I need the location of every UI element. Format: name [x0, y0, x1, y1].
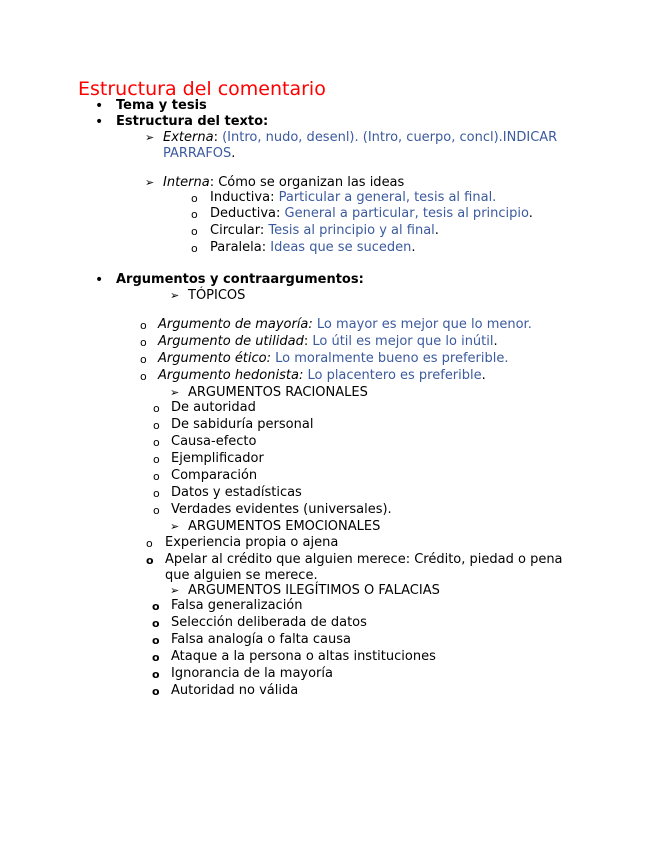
externa-label: Externa [163, 130, 214, 145]
interna-label: Interna [163, 175, 210, 190]
circle-bullet-icon: o [146, 537, 153, 550]
emocional-item: Apelar al crédito que alguien merece: Crédito, piedad o pena [165, 552, 563, 567]
arrow-bullet-icon: ➢ [170, 386, 180, 399]
circle-bullet-icon: o [153, 470, 160, 483]
externa-line [163, 130, 557, 146]
circle-bullet-icon: o [191, 225, 198, 238]
circle-bullet-icon: o [140, 353, 147, 366]
circle-bullet-icon: o [153, 419, 160, 432]
arrow-bullet-icon: ➢ [145, 176, 155, 189]
topico-item: Argumento de utilidad: Lo útil es mejor que lo inútil. [158, 334, 498, 349]
circle-bullet-icon: o [152, 685, 160, 698]
page-title: Estructura del comentario [78, 78, 326, 100]
bullet-icon: • [95, 114, 104, 130]
topico-item: Argumento hedonista: Lo placentero es preferible. [158, 368, 486, 383]
ilegitimos-heading: ARGUMENTOS ILEGÍTIMOS O FALACIAS [188, 583, 440, 598]
externa-text-2: PARRAFOS [163, 146, 232, 161]
racional-item: De sabiduría personal [171, 417, 314, 432]
list-item-argumentos: Argumentos y contraargumentos: [116, 272, 364, 287]
interna-item: Circular: Tesis al principio y al final. [210, 223, 439, 238]
interna-item: Inductiva: Particular a general, tesis al final. [210, 190, 497, 205]
topico-item: Argumento de mayoría: Lo mayor es mejor que lo menor. [158, 317, 532, 332]
racional-item: Verdades evidentes (universales). [171, 502, 392, 517]
racional-item: Ejemplificador [171, 451, 264, 466]
list-item-tema: Tema y tesis [116, 98, 207, 113]
circle-bullet-icon: o [191, 242, 198, 255]
falacia-item: Selección deliberada de datos [171, 615, 367, 630]
circle-bullet-icon: o [153, 453, 160, 466]
externa-text: (Intro, nudo, desenl). (Intro, cuerpo, concl).INDICAR [222, 130, 558, 145]
interna-text: : Cómo se organizan las ideas [209, 175, 405, 190]
circle-bullet-icon: o [153, 436, 160, 449]
circle-bullet-icon: o [153, 402, 160, 415]
falacia-item: Ignorancia de la mayoría [171, 666, 333, 681]
falacia-item: Autoridad no válida [171, 683, 299, 698]
circle-bullet-icon: o [153, 504, 160, 517]
interna-item: Deductiva: General a particular, tesis al principio. [210, 206, 533, 221]
circle-bullet-icon: o [152, 651, 160, 664]
circle-bullet-icon: o [152, 634, 160, 647]
bullet-icon: • [95, 272, 104, 288]
racionales-heading: ARGUMENTOS RACIONALES [188, 385, 368, 400]
interna-line [163, 175, 404, 191]
circle-bullet-icon: o [140, 336, 147, 349]
circle-bullet-icon: o [140, 319, 147, 332]
emocional-item-cont: que alguien se merece. [165, 568, 318, 583]
arrow-bullet-icon: ➢ [145, 131, 155, 144]
falacia-item: Falsa generalización [171, 598, 303, 613]
circle-bullet-icon: o [152, 617, 160, 630]
circle-bullet-icon: o [146, 554, 154, 567]
emocional-item: Experiencia propia o ajena [165, 535, 339, 550]
circle-bullet-icon: o [191, 192, 198, 205]
emocionales-heading: ARGUMENTOS EMOCIONALES [188, 519, 381, 534]
arrow-bullet-icon: ➢ [170, 520, 180, 533]
circle-bullet-icon: o [152, 600, 160, 613]
falacia-item: Ataque a la persona o altas instituciones [171, 649, 436, 664]
racional-item: Causa-efecto [171, 434, 257, 449]
circle-bullet-icon: o [152, 668, 160, 681]
circle-bullet-icon: o [153, 487, 160, 500]
bullet-icon: • [95, 98, 104, 114]
topico-item: Argumento ético: Lo moralmente bueno es preferible. [158, 351, 509, 366]
interna-item: Paralela: Ideas que se suceden. [210, 240, 416, 255]
racional-item: Datos y estadísticas [171, 485, 302, 500]
externa-colon: : [213, 130, 218, 145]
topicos-heading: TÓPICOS [188, 288, 246, 303]
racional-item: De autoridad [171, 400, 256, 415]
arrow-bullet-icon: ➢ [170, 289, 180, 302]
externa-line-2 [163, 146, 235, 162]
circle-bullet-icon: o [191, 208, 198, 221]
racional-item: Comparación [171, 468, 258, 483]
list-item-estructura: Estructura del texto: [116, 114, 269, 129]
falacia-item: Falsa analogía o falta causa [171, 632, 351, 647]
arrow-bullet-icon: ➢ [170, 584, 180, 597]
externa-end: . [231, 146, 236, 161]
circle-bullet-icon: o [140, 370, 147, 383]
